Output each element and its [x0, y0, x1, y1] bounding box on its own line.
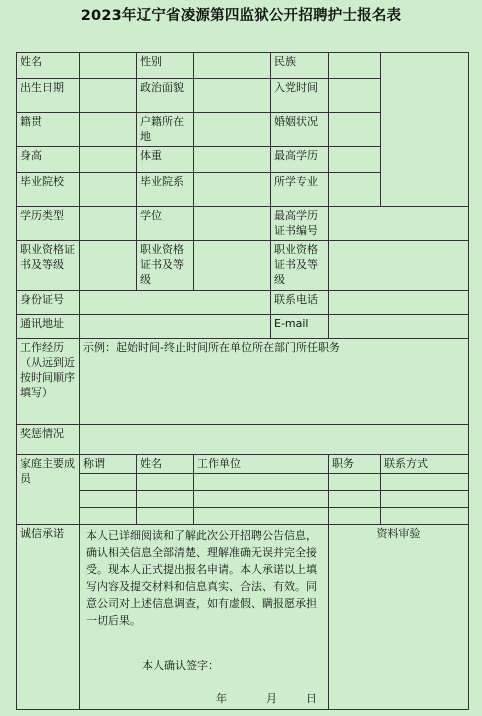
- field-qualification-cert-3[interactable]: [329, 241, 469, 291]
- label-ethnicity: 民族: [271, 53, 329, 79]
- label-id-number: 身份证号: [17, 291, 80, 315]
- date-day: 日: [306, 692, 318, 705]
- family-cell-position[interactable]: [329, 491, 381, 508]
- label-pledge: 诚信承诺: [17, 525, 80, 710]
- family-header-work-unit: 工作单位: [194, 455, 329, 474]
- field-email[interactable]: [329, 315, 469, 339]
- date-month: 月: [266, 692, 278, 705]
- label-political-status: 政治面貌: [137, 79, 194, 113]
- field-highest-edu-cert-no[interactable]: [329, 207, 469, 241]
- label-height: 身高: [17, 147, 80, 173]
- field-gender[interactable]: [194, 53, 271, 79]
- label-phone: 联系电话: [271, 291, 329, 315]
- field-degree[interactable]: [194, 207, 271, 241]
- review-block[interactable]: [329, 525, 469, 710]
- field-major[interactable]: [329, 173, 381, 207]
- label-gender: 性别: [137, 53, 194, 79]
- field-weight[interactable]: [194, 147, 271, 173]
- label-address: 通讯地址: [17, 315, 80, 339]
- pledge-text: 本人已详细阅读和了解此次公开招聘公告信息，确认相关信息全部清楚、理解准确无误并完全接受。现本人正式提出报名申请。本人承诺以上填写内容及提交材料和信息真实、合法、有效。同意公司对上述信息调查，如有虚假、瞒报愿承担一切后果。: [86, 529, 317, 627]
- pledge-block: [80, 525, 329, 710]
- family-cell-work-unit[interactable]: [194, 474, 329, 491]
- field-hukou[interactable]: [194, 113, 271, 147]
- field-qualification-cert-1[interactable]: [80, 241, 137, 291]
- family-cell-name[interactable]: [137, 508, 194, 525]
- family-header-name: 姓名: [137, 455, 194, 474]
- family-cell-work-unit[interactable]: [194, 508, 329, 525]
- field-rewards[interactable]: [80, 425, 469, 455]
- family-header-contact: 联系方式: [381, 455, 469, 474]
- label-weight: 体重: [137, 147, 194, 173]
- family-cell-position[interactable]: [329, 508, 381, 525]
- label-family: 家庭主要成员: [17, 455, 80, 525]
- work-history-example: 示例：起始时间-终止时间所在单位所在部门所任职务: [83, 341, 340, 354]
- field-address[interactable]: [80, 315, 271, 339]
- field-id-number[interactable]: [80, 291, 271, 315]
- photo-box[interactable]: [381, 53, 469, 207]
- field-political-status[interactable]: [194, 79, 271, 113]
- pledge-sign-label: 本人确认签字：: [142, 659, 219, 672]
- form-title: 2023年辽宁省凌源第四监狱公开招聘护士报名表: [80, 8, 402, 24]
- field-education-type[interactable]: [80, 207, 137, 241]
- label-birth-date: 出生日期: [17, 79, 80, 113]
- family-cell-work-unit[interactable]: [194, 491, 329, 508]
- field-graduate-faculty[interactable]: [194, 173, 271, 207]
- field-name[interactable]: [80, 53, 137, 79]
- field-phone[interactable]: [329, 291, 469, 315]
- label-native-place: 籍贯: [17, 113, 80, 147]
- label-highest-education: 最高学历: [271, 147, 329, 173]
- label-work-history: 工作经历（从远到近按时间顺序填写）: [17, 339, 80, 425]
- label-degree: 学位: [137, 207, 194, 241]
- label-graduate-faculty: 毕业院系: [137, 173, 194, 207]
- registration-table: [16, 52, 469, 710]
- field-birth-date[interactable]: [80, 79, 137, 113]
- label-marital-status: 婚姻状况: [271, 113, 329, 147]
- family-header-relation: 称谓: [80, 455, 137, 474]
- label-name: 姓名: [17, 53, 80, 79]
- family-cell-name[interactable]: [137, 491, 194, 508]
- family-cell-contact[interactable]: [381, 491, 469, 508]
- label-qualification-cert-2: 职业资格证书及等级: [137, 241, 194, 291]
- label-qualification-cert-3: 职业资格证书及等级: [271, 241, 329, 291]
- field-highest-education[interactable]: [329, 147, 381, 173]
- field-marital-status[interactable]: [329, 113, 381, 147]
- label-graduate-school: 毕业院校: [17, 173, 80, 207]
- label-qualification-cert-1: 职业资格证书及等级: [17, 241, 80, 291]
- family-header-position: 职务: [329, 455, 381, 474]
- family-cell-relation[interactable]: [80, 474, 137, 491]
- label-education-type: 学历类型: [17, 207, 80, 241]
- family-cell-contact[interactable]: [381, 508, 469, 525]
- label-party-join-date: 入党时间: [271, 79, 329, 113]
- label-major: 所学专业: [271, 173, 329, 207]
- field-height[interactable]: [80, 147, 137, 173]
- family-cell-contact[interactable]: [381, 474, 469, 491]
- field-party-join-date[interactable]: [329, 79, 381, 113]
- field-qualification-cert-2[interactable]: [194, 241, 271, 291]
- date-year: 年: [216, 692, 228, 705]
- label-review: 资料审验: [376, 527, 421, 540]
- pledge-date: [86, 690, 322, 707]
- field-graduate-school[interactable]: [80, 173, 137, 207]
- family-cell-name[interactable]: [137, 474, 194, 491]
- label-email: E-mail: [271, 315, 329, 339]
- label-rewards: 奖惩情况: [17, 425, 80, 455]
- family-cell-relation[interactable]: [80, 508, 137, 525]
- family-row: [17, 491, 469, 508]
- family-row: [17, 508, 469, 525]
- field-work-history[interactable]: [80, 339, 469, 425]
- label-hukou: 户籍所在地: [137, 113, 194, 147]
- field-ethnicity[interactable]: [329, 53, 381, 79]
- label-highest-edu-cert-no: 最高学历证书编号: [271, 207, 329, 241]
- family-cell-position[interactable]: [329, 474, 381, 491]
- family-cell-relation[interactable]: [80, 491, 137, 508]
- field-native-place[interactable]: [80, 113, 137, 147]
- family-row: [17, 474, 469, 491]
